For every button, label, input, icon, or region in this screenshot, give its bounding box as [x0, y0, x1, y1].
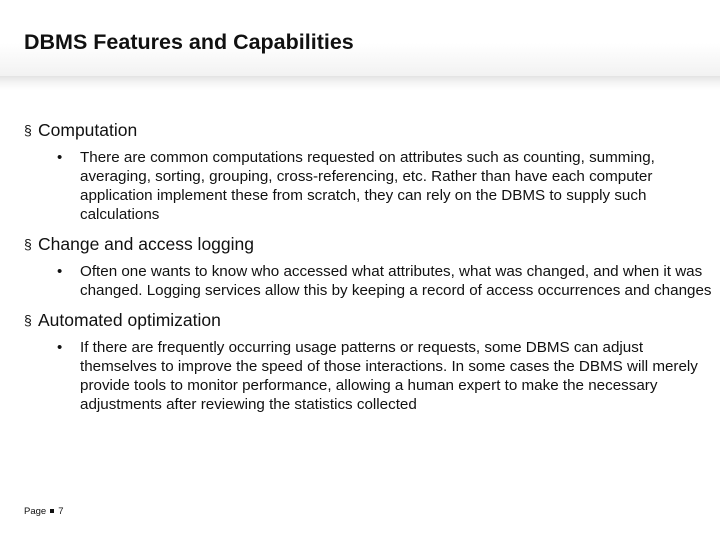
page-footer [24, 506, 63, 518]
page-label: Page [24, 506, 47, 517]
section-heading: Automated optimization [38, 310, 221, 330]
level1-item [24, 118, 704, 142]
section-marker-icon: § [24, 312, 32, 328]
slide-body [24, 118, 712, 414]
level2-item [57, 148, 720, 224]
page-number: 7 [58, 506, 64, 517]
title-bar-shadow [0, 76, 720, 90]
bullet-text: Often one wants to know who accessed what attributes, what was changed, and when it was changed. Logging services allow this by keeping a record of access occurrences and changes [80, 263, 712, 299]
section-automated-optimization [24, 308, 704, 414]
section-marker-icon: § [24, 236, 32, 252]
level1-item [24, 308, 704, 332]
level1-item [24, 232, 704, 256]
bullet-icon: • [57, 149, 63, 166]
bullet-text: If there are frequently occurring usage patterns or requests, some DBMS can adjust themselves to improve the speed of those interactions. In some cases the DBMS will merely provide tools to monitor performance, allowing a human expert to make the necessary adjustments after reviewing the statistics collected [80, 339, 698, 413]
section-marker-icon: § [24, 122, 32, 138]
level2-item [57, 338, 720, 414]
bullet-icon: • [57, 339, 63, 356]
slide-title: DBMS Features and Capabilities [24, 30, 354, 54]
bullet-text: There are common computations requested on attributes such as counting, summing, averaging, sorting, grouping, cross-referencing, etc. Rather than have each computer application implement these from scratch, they can rely on the DBMS to supply such calculations [80, 149, 655, 223]
section-heading: Computation [38, 120, 138, 140]
section-computation [24, 118, 704, 224]
level2-item [57, 262, 720, 300]
separator-square-icon [50, 509, 54, 513]
section-change-logging [24, 232, 712, 300]
bullet-icon: • [57, 263, 63, 280]
section-heading: Change and access logging [38, 234, 254, 254]
